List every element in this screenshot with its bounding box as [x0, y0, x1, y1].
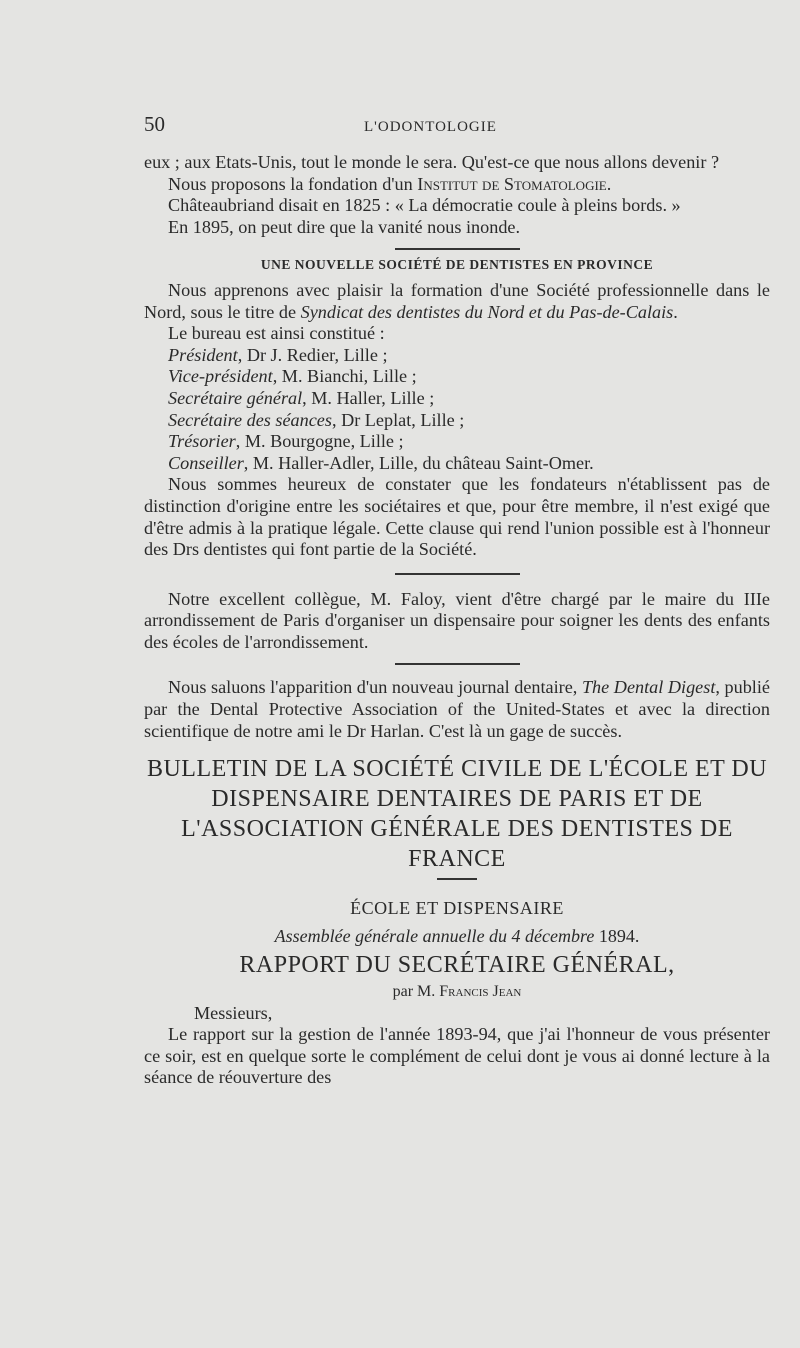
roster-item — [168, 410, 770, 432]
journal-name: The Dental Digest — [581, 677, 716, 698]
roster-role: Président — [168, 344, 238, 365]
intro-paragraph-1: eux ; aux Etats-Unis, tout le monde le sera. Qu'est-ce que nous allons devenir ? — [144, 152, 720, 172]
page-number: 50 — [144, 112, 165, 136]
running-title: L'ODONTOLOGIE — [364, 119, 497, 135]
society-p1-text: Nous apprenons avec plaisir la formation d'une Société professionnelle dans le Nord, sous le titre de — [144, 279, 770, 322]
society-paragraph-1 — [144, 280, 770, 323]
roster-role: Trésorier — [168, 431, 236, 452]
bulletin-divider — [437, 878, 477, 880]
roster-item — [168, 388, 770, 410]
roster-name: , M. Bianchi, Lille ; — [272, 366, 417, 387]
journal-paragraph — [144, 677, 770, 742]
roster-name: , Dr J. Redier, Lille ; — [237, 344, 388, 365]
bulletin-title: BULLETIN DE LA SOCIÉTÉ CIVILE DE L'ÉCOLE ET DU DISPENSAIRE DENTAIRES DE PARIS ET DE L'ASSOCIATION GÉNÉRALE DES DENTISTES DE FRANCE — [146, 756, 768, 873]
roster-item — [168, 345, 770, 367]
report-paragraph: Le rapport sur la gestion de l'année 1893-94, que j'ai l'honneur de vous présenter ce soir, est en quelque sorte le complément de celui dont je vous ai donné lecture à la séance de réouverture des — [144, 1024, 770, 1088]
body-text — [144, 152, 770, 1089]
roster-role: Secrétaire des séances — [168, 409, 332, 430]
syndicat-name: Syndicat des dentistes du Nord et du Pas-de-Calais — [300, 301, 674, 322]
page-header — [144, 112, 770, 142]
roster-role: Conseiller — [168, 452, 244, 473]
roster-name: , M. Bourgogne, Lille ; — [235, 431, 404, 452]
report-author — [144, 981, 770, 1003]
assembly-year: 1894. — [594, 925, 640, 946]
institut-name: Institut de Stomatologie — [417, 173, 607, 194]
roster-item — [168, 431, 770, 453]
section-divider — [395, 248, 520, 250]
roster-name: , M. Haller, Lille ; — [302, 387, 435, 408]
journal-p1-end: , publié par the Dental Protective Association of the United-States et avec la direction scientifique de notre ami le Dr Harlan. C'est là un gage de succès. — [144, 677, 770, 741]
assembly-line — [144, 926, 770, 948]
section-divider — [395, 663, 520, 665]
intro-paragraph-3: Châteaubriand disait en 1825 : « La démocratie coule à pleins bords. » — [168, 195, 681, 216]
society-paragraph-2: Le bureau est ainsi constitué : — [168, 323, 385, 344]
roster-name: , Dr Leplat, Lille ; — [331, 409, 465, 430]
roster-item — [168, 453, 770, 475]
intro-p2-end: . — [606, 173, 612, 194]
author-prefix: par M. — [392, 983, 440, 1001]
intro-paragraph-2 — [144, 174, 770, 196]
salutation: Messieurs, — [194, 1002, 273, 1023]
roster-name: , M. Haller-Adler, Lille, du château Saint-Omer. — [243, 452, 594, 473]
society-paragraph-3: Nous sommes heureux de constater que les fondateurs n'établissent pas de distinction d'origine entre les sociétaires et que, pour être membre, il n'est exigé que d'être admis à la pratique légale. Cette clause qui rend l'union possible est à l'honneur des Drs dentistes qui font partie de la Société. — [144, 474, 770, 560]
roster-role: Vice-président — [168, 366, 273, 387]
dispensaire-paragraph: Notre excellent collègue, M. Faloy, vient d'être chargé par le maire du IIIe arrondissement de Paris d'organiser un dispensaire pour soigner les dents des enfants des écoles de l'arrondissement. — [144, 588, 770, 652]
section-heading-province: UNE NOUVELLE SOCIÉTÉ DE DENTISTES EN PROVINCE — [260, 257, 654, 273]
intro-paragraph-4: En 1895, on peut dire que la vanité nous inonde. — [168, 216, 521, 237]
bureau-roster — [144, 345, 770, 475]
intro-p2-text: Nous proposons la fondation d'un — [168, 173, 418, 194]
assembly-text: Assemblée générale annuelle du 4 décembre — [274, 925, 595, 946]
author-name: Francis Jean — [439, 983, 522, 1001]
school-subtitle: ÉCOLE ET DISPENSAIRE — [350, 898, 564, 919]
roster-item — [168, 366, 770, 388]
report-title: RAPPORT DU SECRÉTAIRE GÉNÉRAL, — [239, 952, 675, 979]
journal-p1-text: Nous saluons l'apparition d'un nouveau journal dentaire, — [168, 677, 582, 698]
roster-role: Secrétaire général — [168, 387, 303, 408]
section-divider — [395, 573, 520, 575]
society-p1-end: . — [673, 301, 678, 322]
